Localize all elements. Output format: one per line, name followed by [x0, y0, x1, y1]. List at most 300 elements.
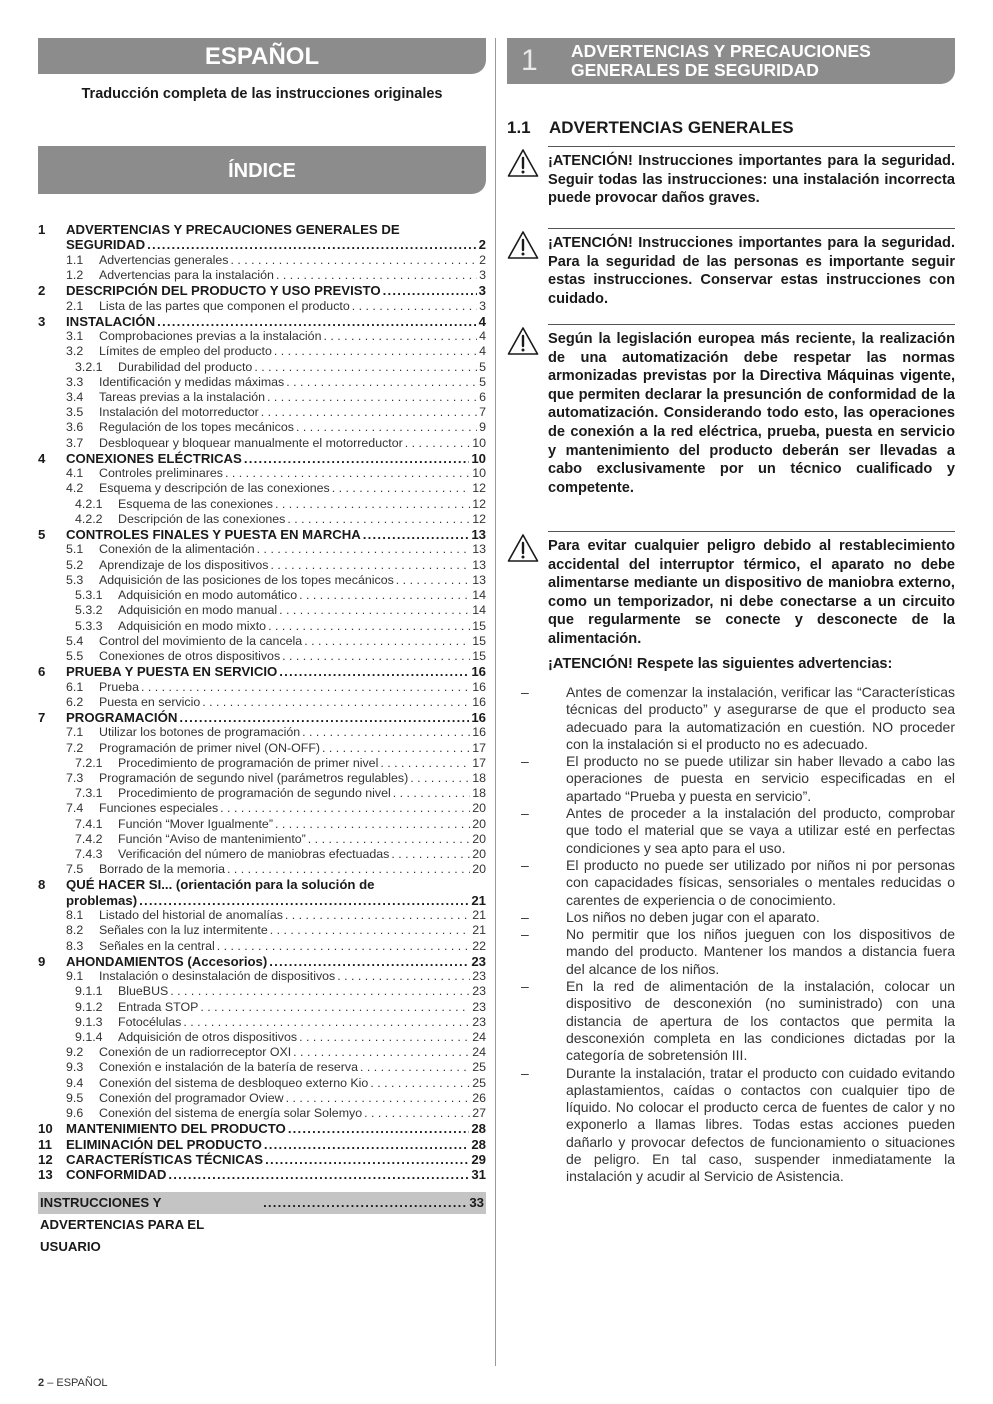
list-item-text: El producto no puede ser utilizado por niños ni por personas con capacidades físicas, sensoriales o mentales reducidas o carentes de experiencia o de conocimiento.: [566, 856, 955, 908]
toc-entry: [38, 360, 486, 375]
toc-entry: [38, 1167, 486, 1182]
toc-entry-number: 3: [38, 313, 46, 329]
toc-leader-dots: [231, 253, 478, 268]
toc-leader-dots: [257, 542, 471, 557]
toc-leader-dots: [285, 908, 470, 923]
toc-entry-page: 4: [479, 329, 486, 344]
toc-entry-title: Entrada STOP: [118, 999, 199, 1014]
list-dash: –: [521, 1064, 529, 1081]
toc-entry-page: 16: [472, 725, 486, 740]
toc-leader-dots: [302, 725, 470, 740]
toc-entry: [38, 741, 486, 756]
toc-entry: [38, 1121, 486, 1136]
toc-entry-number: 1.2: [66, 268, 84, 283]
toc-leader-dots: [360, 1060, 470, 1075]
toc-entry-title: Control del movimiento de la cancela: [99, 633, 303, 648]
toc-entry-number: 9.1.2: [75, 999, 103, 1014]
toc-entry-number: 9.1: [66, 969, 84, 984]
toc-entry-title: Instalación o desinstalación de dispositivos: [99, 969, 336, 984]
toc-leader-dots: [322, 741, 470, 756]
toc-entry-title: Aprendizaje de los dispositivos: [99, 557, 269, 572]
toc-entry-page: 2: [478, 237, 486, 253]
toc-entry-page: 28: [471, 1136, 486, 1152]
toc-entry-number: 5: [38, 527, 46, 543]
toc-entry-title: Conexión de un radiorreceptor OXI: [99, 1045, 292, 1060]
toc-entry-number: 4.2.1: [75, 496, 103, 511]
warning-text: ¡ATENCIÓN! Instrucciones importantes para la seguridad. Para la seguridad de las personas es importante seguir estas instrucciones. Conservar estas instrucciones con cuidado.: [548, 235, 955, 307]
right-column: [507, 38, 955, 1185]
toc-leader-dots: [332, 481, 470, 496]
toc-entry-title: AHONDAMIENTOS (Accesorios): [66, 953, 268, 969]
toc-entry-page: 3: [478, 283, 486, 299]
toc-entry-title: QUÉ HACER SI... (orientación para la solución de: [66, 877, 375, 893]
toc-entry: [38, 1030, 486, 1045]
toc-entry-title: Puesta en servicio: [99, 694, 201, 709]
toc-entry: [38, 969, 486, 984]
toc-leader-dots: [364, 1106, 470, 1121]
toc-leader-dots: [227, 862, 470, 877]
toc-leader-dots: [383, 283, 477, 298]
subsection-number: 1.1: [507, 118, 531, 137]
toc-leader-dots: [393, 786, 470, 801]
toc-leader-dots: [363, 527, 470, 542]
toc-entry: [38, 253, 486, 268]
toc-entry-number: 13: [38, 1167, 53, 1183]
toc-entry-title: CONEXIONES ELÉCTRICAS: [66, 450, 242, 466]
toc-entry-page: 14: [472, 603, 486, 618]
toc-entry-number: 7.5: [66, 862, 84, 877]
toc-entry-number: 9.3: [66, 1060, 84, 1075]
toc-entry-number: 5.3: [66, 572, 84, 587]
toc-entry-title: Adquisición en modo mixto: [118, 618, 267, 633]
warning-block: [507, 228, 955, 308]
subsection-heading: [507, 118, 794, 138]
toc-entry-page: 2: [479, 252, 486, 267]
toc-entry-number: 7.4: [66, 801, 84, 816]
toc-entry: [38, 314, 486, 329]
toc-entry-title: Advertencias para la instalación: [99, 268, 274, 283]
toc-entry-number: 9.2: [66, 1045, 84, 1060]
toc-entry: [38, 756, 486, 771]
toc-entry-page: 13: [471, 527, 486, 543]
toc-entry-number: 9.1.1: [75, 984, 103, 999]
toc-entry-page: 5: [479, 374, 486, 389]
toc-entry: [38, 1152, 486, 1167]
toc-entry: [38, 542, 486, 557]
toc-footer-title: INSTRUCCIONES Y ADVERTENCIAS PARA EL USUARIO: [40, 1194, 204, 1254]
toc-entry-page: 21: [471, 892, 486, 908]
toc-entry-page: 23: [472, 999, 486, 1014]
toc-entry-page: 22: [472, 938, 486, 953]
toc-leader-dots: [147, 237, 477, 252]
toc-entry: [38, 1060, 486, 1075]
toc-leader-dots: [279, 603, 470, 618]
toc-entry-title: problemas): [66, 892, 138, 908]
list-dash: –: [521, 908, 529, 925]
toc-entry-number: 9.4: [66, 1075, 84, 1090]
toc-entry-number: 6: [38, 664, 46, 680]
toc-leader-dots: [254, 360, 477, 375]
toc-entry-page: 24: [472, 1030, 486, 1044]
toc-entry-title: Funciones especiales: [99, 801, 219, 816]
toc-entry-title: Conexión del programador Oview: [99, 1090, 284, 1105]
toc-entry: [38, 283, 486, 298]
footer-language: – ESPAÑOL: [47, 1377, 108, 1389]
toc-entry: [38, 908, 486, 923]
list-dash: –: [521, 805, 529, 822]
section-title: [571, 42, 871, 79]
toc-entry-page: 20: [472, 816, 486, 831]
toc-entry-title: Controles preliminares: [99, 466, 223, 481]
toc-entry: [38, 1000, 486, 1015]
toc-entry-page: 12: [472, 496, 486, 511]
toc-entry-page: 12: [472, 481, 486, 496]
language-banner: ESPAÑOL: [38, 38, 486, 74]
toc-footer-page: 33: [469, 1194, 484, 1210]
toc-entry-title: Identificación y medidas máximas: [99, 374, 285, 389]
toc-entry: [38, 527, 486, 542]
warning-triangle-icon: [507, 533, 539, 563]
toc-entry-page: 21: [472, 908, 486, 923]
toc-entry-number: 3.2.1: [75, 359, 103, 374]
toc-entry-number: 7: [38, 709, 46, 725]
warnings-list: [521, 684, 955, 1186]
toc-entry-title: Límites de empleo del producto: [99, 344, 272, 359]
toc-entry: [38, 923, 486, 938]
toc-leader-dots: [168, 1167, 469, 1182]
list-item: [521, 805, 955, 857]
toc-entry-number: 1: [38, 222, 46, 237]
toc-entry: [38, 222, 486, 237]
toc-leader-dots: [287, 512, 470, 527]
toc-entry-page: 23: [471, 953, 486, 969]
toc-entry-number: 5.1: [66, 542, 84, 557]
toc-entry-number: 8.3: [66, 938, 84, 953]
toc-entry: [38, 619, 486, 634]
toc-entry-number: 1.1: [66, 252, 84, 267]
toc-entry: [38, 481, 486, 496]
subsection-title: ADVERTENCIAS GENERALES: [549, 118, 794, 137]
toc-leader-dots: [288, 1121, 470, 1136]
list-item: [521, 978, 955, 1064]
toc-entry-number: 9: [38, 953, 46, 969]
toc-entry-number: 3.3: [66, 374, 84, 389]
toc-entry-number: 4: [38, 450, 46, 466]
toc-entry-title: SEGURIDAD: [66, 237, 146, 253]
toc-leader-dots: [275, 497, 470, 512]
toc-entry-title: Lista de las partes que componen el producto: [99, 298, 350, 313]
toc-entry: [38, 1076, 486, 1091]
toc-leader-dots: [270, 558, 470, 573]
toc-entry-number: 7.1: [66, 725, 84, 740]
list-dash: –: [521, 926, 529, 943]
toc-leader-dots: [276, 268, 477, 283]
toc-entry: [38, 390, 486, 405]
toc-entry-page: 23: [472, 969, 486, 984]
toc-entry-title: PRUEBA Y PUESTA EN SERVICIO: [66, 664, 278, 680]
toc-entry: [38, 268, 486, 283]
toc-entry: [38, 588, 486, 603]
toc-entry-title: Durabilidad del producto: [118, 359, 253, 374]
toc-entry-number: 5.3.2: [75, 603, 103, 618]
toc-entry-page: 25: [472, 1075, 486, 1090]
page-number: 2: [38, 1377, 45, 1389]
toc-entry-number: 9.6: [66, 1106, 84, 1121]
section-number: 1: [521, 44, 538, 77]
toc-entry-page: 13: [472, 572, 486, 587]
toc-entry-page: 17: [472, 740, 486, 755]
toc-entry: [38, 573, 486, 588]
toc-entry-number: 8.2: [66, 923, 84, 938]
toc-entry-number: 3.4: [66, 390, 84, 405]
toc-entry-number: 9.1.3: [75, 1014, 103, 1029]
toc-entry-number: 7.4.3: [75, 846, 103, 861]
toc-entry-page: 28: [471, 1121, 486, 1137]
toc-entry-number: 8: [38, 877, 46, 893]
toc-entry: [38, 237, 486, 252]
toc-leader-dots: [299, 588, 470, 603]
warning-triangle-icon: [507, 326, 539, 356]
list-item-text: Antes de proceder a la instalación del producto, comprobar que todo el material que se vaya a utilizar esté en perfectas condiciones y sea apto para el uso.: [566, 805, 955, 856]
warning-text: ¡ATENCIÓN! Instrucciones importantes para la seguridad. Seguir todas las instrucciones: una instalación incorrecta puede provocar daños graves.: [548, 153, 955, 207]
toc-entry: [38, 680, 486, 695]
toc-entry-page: 3: [479, 298, 486, 313]
toc-entry-title: Programación de primer nivel (ON-OFF): [99, 740, 321, 755]
toc-entry-title: Conexión de la alimentación: [99, 542, 255, 557]
toc-entry: [38, 1045, 486, 1060]
toc-entry-title: Advertencias generales: [99, 252, 229, 267]
toc-entry-title: Procedimiento de programación de segundo nivel: [118, 786, 391, 801]
toc-entry-page: 12: [472, 511, 486, 526]
toc-leader-dots: [352, 299, 477, 314]
toc-entry-page: 15: [472, 618, 486, 633]
toc-entry-number: 4.2.2: [75, 511, 103, 526]
toc-entry-number: 7.4.2: [75, 831, 103, 846]
toc-entry: [38, 1106, 486, 1121]
warning-block: [507, 146, 955, 208]
toc-entry-title: Función “Aviso de mantenimiento”: [118, 831, 306, 846]
toc-entry-page: 5: [479, 359, 486, 374]
toc-entry-title: Señales con la luz intermitente: [99, 923, 268, 938]
toc-entry: [38, 771, 486, 786]
toc-entry-title: DESCRIPCIÓN DEL PRODUCTO Y USO PREVISTO: [66, 283, 381, 299]
toc-entry-page: 6: [479, 390, 486, 405]
toc-entry-title: Desbloquear y bloquear manualmente el motorreductor: [99, 435, 403, 450]
toc-leader-dots: [282, 649, 470, 664]
toc-entry: [38, 893, 486, 908]
toc-entry: [38, 786, 486, 801]
document-subtitle: Traducción completa de las instrucciones originales: [81, 86, 443, 102]
column-divider: [495, 38, 496, 1366]
toc-entry-page: 17: [472, 755, 486, 770]
toc-entry: [38, 375, 486, 390]
toc-leader-dots: [264, 1137, 469, 1152]
toc-entry-number: 7.2: [66, 740, 84, 755]
toc-entry-title: Adquisición de las posiciones de los topes mecánicos: [99, 572, 394, 587]
toc-entry: [38, 664, 486, 679]
toc-entry: [38, 862, 486, 877]
toc-entry-number: 11: [38, 1136, 52, 1152]
toc-entry-page: 9: [479, 420, 486, 435]
toc-leader-dots: [217, 939, 470, 954]
toc-entry-page: 13: [472, 557, 486, 572]
toc-entry: [38, 405, 486, 420]
toc-leader-dots: [269, 954, 469, 969]
toc-user-instructions-bar: [38, 1192, 486, 1254]
warning-triangle-icon: [507, 148, 539, 178]
list-item-text: En la red de alimentación de la instalación, colocar un dispositivo de desconexión (no suministrado) con una distancia de apertura de los contactos que permita la desconexión completa en las condiciones dictadas por la categoría de sobretensión III.: [566, 978, 955, 1064]
toc-entry-title: Procedimiento de programación de primer nivel: [118, 755, 379, 770]
toc-entry-title: Conexión del sistema de desbloqueo externo Kio: [99, 1075, 369, 1090]
section-title-line1: ADVERTENCIAS Y PRECAUCIONES: [571, 41, 871, 61]
toc-entry-title: MANTENIMIENTO DEL PRODUCTO: [66, 1121, 286, 1137]
toc-entry-page: 4: [479, 344, 486, 359]
toc-entry-title: Función “Mover Igualmente”: [118, 816, 273, 831]
toc-entry-page: 23: [472, 1014, 486, 1029]
warning-rule: [548, 146, 955, 147]
toc-leader-dots: [244, 451, 469, 466]
toc-entry-title: Adquisición en modo automático: [118, 588, 298, 603]
toc-entry-title: Fotocélulas: [118, 1014, 182, 1029]
toc-leader-dots: [304, 634, 470, 649]
toc-entry-number: 6.1: [66, 679, 84, 694]
toc-leader-dots: [139, 893, 469, 908]
toc-entry-page: 7: [479, 405, 486, 420]
list-dash: –: [521, 753, 529, 770]
toc-entry-number: 5.5: [66, 648, 84, 663]
toc-entry-page: 24: [472, 1045, 486, 1060]
toc-entry-title: Verificación del número de maniobras efectuadas: [118, 846, 390, 861]
toc-leader-dots: [391, 847, 470, 862]
toc-entry-page: 10: [472, 435, 486, 450]
list-item: [521, 909, 955, 926]
toc-entry-title: Tareas previas a la instalación: [99, 390, 265, 405]
toc-entry-title: CARACTERÍSTICAS TÉCNICAS: [66, 1152, 264, 1168]
toc-entry-page: 20: [472, 862, 486, 877]
toc-entry-title: Comprobaciones previas a la instalación: [99, 329, 322, 344]
toc-entry: [38, 847, 486, 862]
toc-entry: [38, 817, 486, 832]
toc-entry-page: 20: [472, 831, 486, 846]
toc-entry-page: 20: [472, 801, 486, 816]
toc-entry-title: PROGRAMACIÓN: [66, 709, 178, 725]
toc-entry-page: 18: [472, 786, 486, 801]
toc-entry-number: 10: [38, 1121, 53, 1137]
toc-entry-page: 23: [472, 984, 486, 999]
warning-rule: [548, 324, 955, 325]
section-banner: [507, 38, 955, 84]
toc-entry-page: 27: [472, 1106, 486, 1121]
toc-entry-number: 9.5: [66, 1090, 84, 1105]
toc-entry-number: 7.3.1: [75, 786, 103, 801]
toc-entry-title: ADVERTENCIAS Y PRECAUCIONES GENERALES DE: [66, 222, 400, 237]
warning-text: Para evitar cualquier peligro debido al restablecimiento accidental del interruptor térmico, el aparato no debe alimentarse mediante un dispositivo de maniobra externo, como un temporizador, ni debe conectarse a un circuito que regularmente se conecte y desconecte de la alimentación.: [548, 538, 955, 647]
toc-entry: [38, 954, 486, 969]
toc-entry-title: Conexión del sistema de energía solar Solemyo: [99, 1106, 363, 1121]
toc-entry-page: 29: [471, 1152, 486, 1168]
toc-leader-dots: [202, 695, 470, 710]
toc-entry-number: 7.3: [66, 770, 84, 785]
table-of-contents: [38, 222, 486, 1254]
toc-leader-dots: [179, 710, 469, 725]
toc-entry-number: 5.4: [66, 633, 84, 648]
toc-entry-title: Esquema de las conexiones: [118, 496, 273, 511]
toc-entry: [38, 344, 486, 359]
toc-entry-number: 2.1: [66, 298, 84, 313]
toc-entry-page: 20: [472, 846, 486, 861]
toc-entry: [38, 420, 486, 435]
toc-entry-title: BlueBUS: [118, 984, 169, 999]
toc-leader-dots: [299, 1030, 470, 1045]
toc-entry-page: 16: [471, 664, 486, 680]
list-item-text: Los niños no deben jugar con el aparato.: [566, 908, 820, 925]
toc-entry-page: 13: [472, 542, 486, 557]
toc-leader-dots: [265, 1152, 469, 1167]
toc-entry-page: 21: [472, 923, 486, 938]
toc-leader-dots: [270, 923, 470, 938]
toc-entry: [38, 984, 486, 999]
toc-leader-dots: [220, 801, 470, 816]
toc-entry-title: Programación de segundo nivel (parámetros regulables): [99, 770, 409, 785]
list-item: [521, 857, 955, 909]
toc-entry-title: Descripción de las conexiones: [118, 511, 286, 526]
toc-entry-page: 26: [472, 1090, 486, 1105]
toc-leader-dots: [323, 329, 477, 344]
toc-entry: [38, 451, 486, 466]
toc-entry-title: CONFORMIDAD: [66, 1167, 167, 1183]
toc-entry: [38, 1015, 486, 1030]
toc-entry: [38, 832, 486, 847]
toc-entry-number: 3.7: [66, 435, 84, 450]
toc-entry-number: 6.2: [66, 694, 84, 709]
toc-leader-dots: [279, 664, 469, 679]
toc-leader-dots: [157, 314, 477, 329]
toc-entry-page: 16: [472, 694, 486, 709]
toc-entry-title: Borrado de la memoria: [99, 862, 226, 877]
toc-entry-number: 4.1: [66, 466, 84, 481]
list-item-text: No permitir que los niños jueguen con los dispositivos de mando del producto. Mantener los mandos a distancia fuera del alcance de los niños.: [566, 926, 955, 977]
warning-rule: [548, 531, 955, 532]
toc-entry-number: 3.6: [66, 420, 84, 435]
toc-entry-page: 31: [471, 1167, 486, 1183]
warning-block: [507, 531, 955, 649]
toc-leader-dots: [274, 344, 477, 359]
list-dash: –: [521, 978, 529, 995]
toc-entry: [38, 436, 486, 451]
toc-entry-title: Conexiones de otros dispositivos: [99, 648, 281, 663]
list-item: [521, 753, 955, 805]
list-item-text: El producto no se puede utilizar sin haber llevado a cabo las operaciones de puesta en servicio especificadas en el apartado “Prueba y puesta en servicio”.: [566, 753, 955, 804]
toc-entry: [38, 725, 486, 740]
toc-entry: [38, 877, 486, 892]
toc-entry-number: 4.2: [66, 481, 84, 496]
list-item-text: Durante la instalación, tratar el producto con cuidado evitando aplastamientos, caídas o contactos con cualquier tipo de líquido. No colocar el producto cerca de fuentes de calor y no exponerlo a llamas libres. Todas estas acciones pueden dañarlo y provocar defectos de funcionamiento o situaciones de peligro. En tal caso, suspender inmediatamente la instalación y acudir al Servicio de Asistencia.: [566, 1064, 955, 1185]
toc-entry-number: 8.1: [66, 908, 84, 923]
toc-entry-number: 7.2.1: [75, 755, 103, 770]
toc-leader-dots: [225, 466, 470, 481]
toc-entry-page: 4: [478, 313, 486, 329]
toc-leader-dots: [296, 420, 477, 435]
toc-entry-page: 25: [472, 1060, 486, 1075]
toc-entry: [38, 801, 486, 816]
toc-leader-dots: [308, 832, 470, 847]
toc-entry-title: Listado del historial de anomalías: [99, 908, 283, 923]
list-item: [521, 684, 955, 753]
toc-leader-dots: [286, 375, 477, 390]
toc-leader-dots: [141, 680, 470, 695]
toc-entry-title: Esquema y descripción de las conexiones: [99, 481, 330, 496]
index-banner: ÍNDICE: [38, 146, 486, 194]
